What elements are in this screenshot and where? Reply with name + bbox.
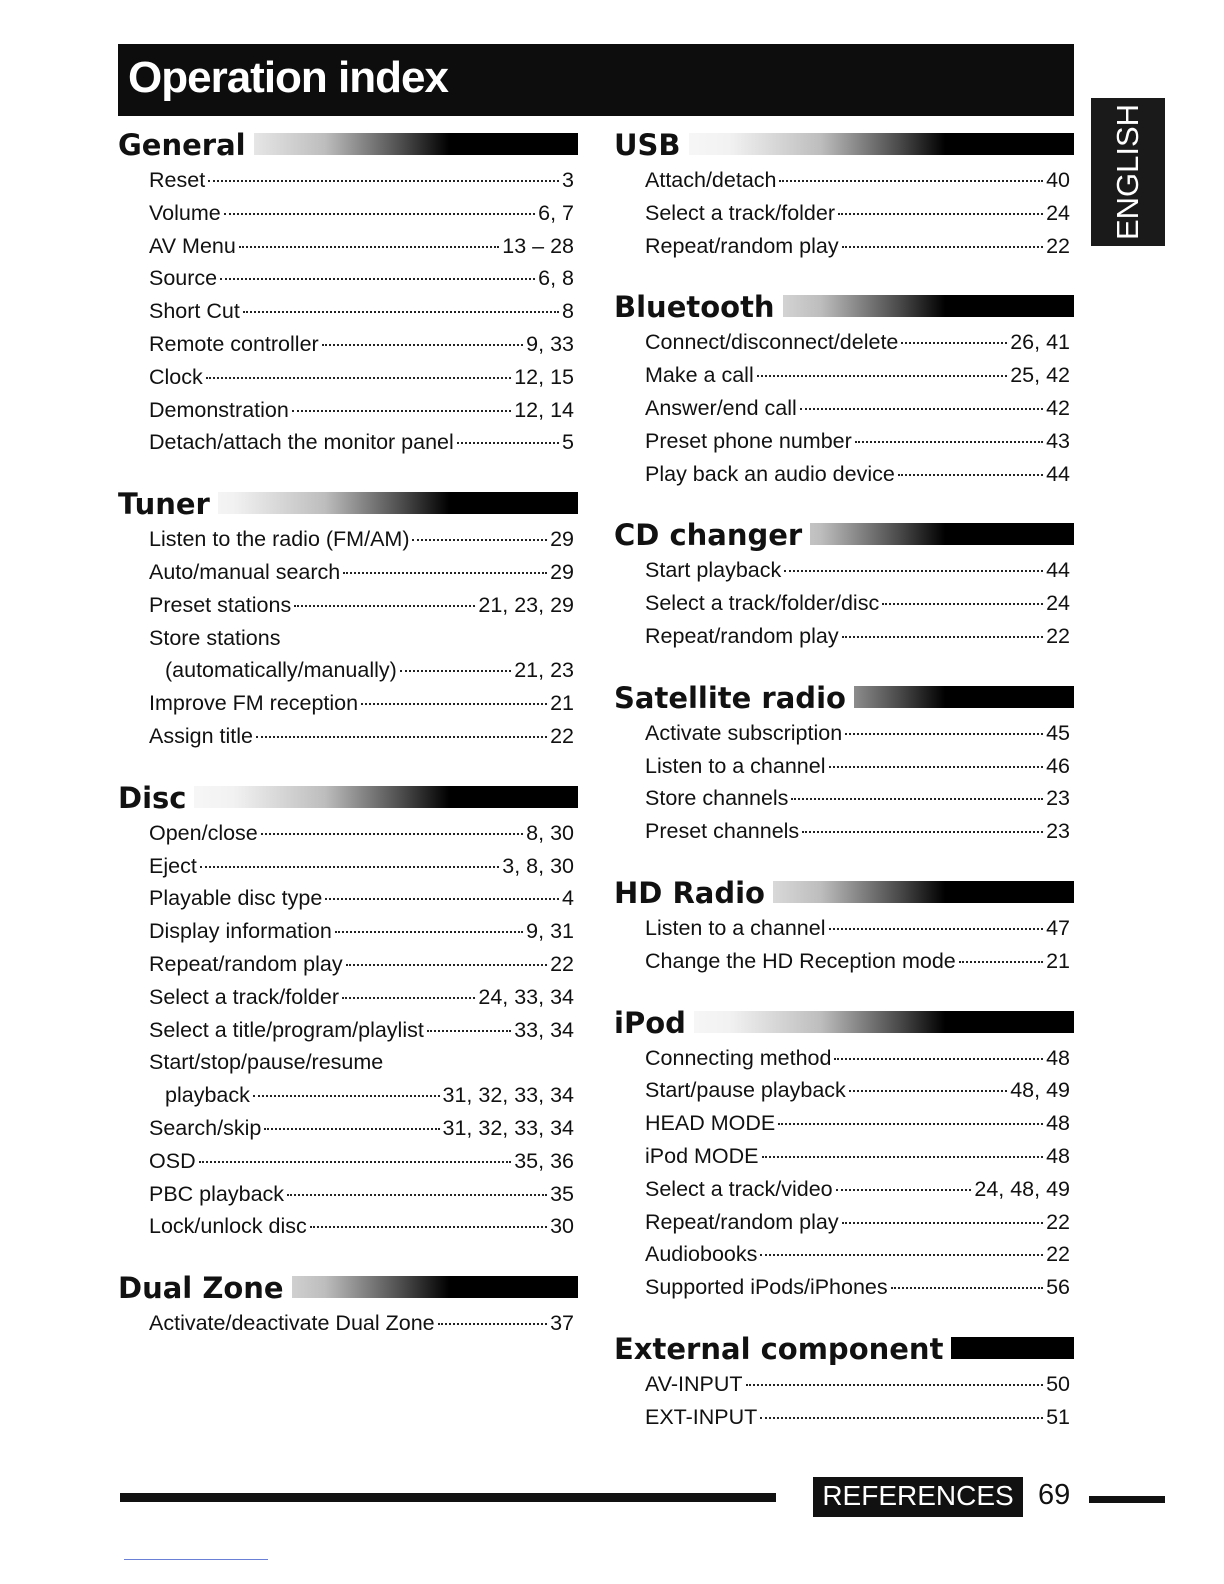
entry-label: Assign title <box>149 723 253 748</box>
entry-label: Connect/disconnect/delete <box>645 330 899 355</box>
index-section-usb <box>614 126 1074 262</box>
index-entry <box>645 587 1070 620</box>
entry-pages: 22 <box>550 951 574 976</box>
index-entry <box>645 554 1070 587</box>
entry-label: Display information <box>149 919 332 944</box>
dot-leader <box>206 377 511 379</box>
index-entry <box>149 981 574 1014</box>
entry-pages: 44 <box>1046 558 1070 583</box>
entry-label: Store channels <box>645 786 789 811</box>
dot-leader <box>746 1384 1044 1386</box>
dot-leader <box>342 997 475 999</box>
left-column <box>118 126 578 1366</box>
entry-pages: 46 <box>1046 753 1070 778</box>
entry-pages: 48 <box>1046 1045 1070 1070</box>
index-entry <box>645 750 1070 783</box>
index-entry <box>149 817 574 850</box>
index-entry <box>149 589 574 622</box>
index-section-satellite-radio <box>614 679 1074 848</box>
entry-label: Auto/manual search <box>149 559 341 584</box>
entry-pages: 21 <box>1046 948 1070 973</box>
entry-label: OSD <box>149 1148 196 1173</box>
index-section-ipod <box>614 1004 1074 1304</box>
entry-pages: 50 <box>1046 1371 1070 1396</box>
index-entry <box>645 1173 1070 1206</box>
entry-label: Start/pause playback <box>645 1078 846 1103</box>
dot-leader <box>346 964 547 966</box>
index-entry <box>645 1206 1070 1239</box>
dot-leader <box>762 1156 1044 1158</box>
section-title: External component <box>614 1330 951 1368</box>
entry-pages: 12, 14 <box>514 397 574 422</box>
dot-leader <box>412 539 547 541</box>
bottom-blue-rule <box>124 1559 268 1560</box>
index-entry <box>149 687 574 720</box>
section-header <box>614 516 1074 554</box>
dot-leader <box>239 246 499 248</box>
index-entry <box>645 945 1070 978</box>
entry-pages: 12, 15 <box>514 364 574 389</box>
dot-leader <box>842 636 1043 638</box>
dot-leader <box>882 603 1043 605</box>
index-entry <box>149 328 574 361</box>
entry-label: Make a call <box>645 363 754 388</box>
index-section-tuner <box>118 485 578 753</box>
dot-leader <box>325 898 559 900</box>
entry-pages: 22 <box>1046 1209 1070 1234</box>
index-entry <box>645 1107 1070 1140</box>
entry-label: playback <box>165 1083 250 1108</box>
entry-label: Repeat/random play <box>645 1209 839 1234</box>
index-entry <box>149 948 574 981</box>
section-title: Satellite radio <box>614 679 854 717</box>
entry-label: HEAD MODE <box>645 1111 776 1136</box>
entry-pages: 40 <box>1046 168 1070 192</box>
entry-pages: 22 <box>1046 623 1070 648</box>
entry-pages: 21 <box>550 691 574 716</box>
entry-label: Start playback <box>645 558 782 583</box>
index-entry <box>645 1238 1070 1271</box>
entry-label: Audiobooks <box>645 1242 758 1267</box>
section-title: CD changer <box>614 516 810 554</box>
entry-pages: 3, 8, 30 <box>502 853 574 878</box>
entry-pages: 24, 48, 49 <box>974 1176 1070 1201</box>
entry-label: Reset <box>149 168 206 192</box>
entry-label: Preset phone number <box>645 428 852 453</box>
dot-leader <box>438 1323 547 1325</box>
index-entry <box>149 882 574 915</box>
entry-pages: 21, 23, 29 <box>478 592 574 617</box>
entry-pages: 3 <box>562 168 574 192</box>
entry-pages: 4 <box>562 886 574 911</box>
index-entry <box>645 326 1070 359</box>
entry-label: Supported iPods/iPhones <box>645 1275 888 1300</box>
entry-pages: 45 <box>1046 720 1070 745</box>
entry-pages: 48, 49 <box>1010 1078 1070 1103</box>
entry-pages: 21, 23 <box>514 658 574 683</box>
language-tab-label: ENGLISH <box>1110 103 1145 241</box>
index-entry <box>645 197 1070 230</box>
title-bar <box>118 44 1074 116</box>
entry-pages: 29 <box>550 527 574 552</box>
dot-leader <box>891 1287 1043 1289</box>
entry-label: Repeat/random play <box>645 233 839 258</box>
entry-label: Select a title/program/playlist <box>149 1017 424 1042</box>
dot-leader <box>760 1417 1043 1419</box>
index-entry <box>149 426 574 459</box>
entry-label: AV Menu <box>149 233 236 258</box>
entry-pages: 29 <box>550 559 574 584</box>
entry-pages: 13 – 28 <box>502 233 574 258</box>
section-title: Tuner <box>118 485 218 523</box>
entry-label: Listen to a channel <box>645 915 826 940</box>
dot-leader <box>224 213 535 215</box>
right-column <box>614 126 1074 1460</box>
section-title: General <box>118 126 254 164</box>
section-header <box>614 1330 1074 1368</box>
index-entry-line: Store stations <box>149 625 281 650</box>
dot-leader <box>287 1194 547 1196</box>
entry-label: iPod MODE <box>645 1143 759 1168</box>
index-entry <box>165 1079 574 1112</box>
entry-label: Demonstration <box>149 397 289 422</box>
dot-leader <box>400 670 511 672</box>
entry-label: Lock/unlock disc <box>149 1214 307 1239</box>
entry-label: Answer/end call <box>645 395 797 420</box>
index-entry <box>645 392 1070 425</box>
entry-pages: 35 <box>550 1181 574 1206</box>
dot-leader <box>760 1254 1043 1256</box>
index-entry <box>645 458 1070 491</box>
index-entry <box>149 164 574 197</box>
entry-label: Listen to a channel <box>645 753 826 778</box>
index-entry <box>645 1140 1070 1173</box>
index-entry <box>645 359 1070 392</box>
dot-leader <box>838 213 1043 215</box>
entry-label: Play back an audio device <box>645 461 895 486</box>
index-entry <box>645 1271 1070 1304</box>
entry-label: Clock <box>149 364 203 389</box>
entry-pages: 48 <box>1046 1111 1070 1136</box>
entry-label: Select a track/video <box>645 1176 833 1201</box>
entry-label: Select a track/folder <box>149 984 340 1009</box>
section-header <box>118 126 578 164</box>
index-entry <box>149 1145 574 1178</box>
entry-label: Select a track/folder <box>645 200 836 225</box>
dot-leader <box>836 1189 972 1191</box>
index-entry <box>149 1307 574 1340</box>
index-entry <box>149 1112 574 1145</box>
entry-pages: 42 <box>1046 395 1070 420</box>
index-entry <box>645 912 1070 945</box>
index-entry <box>149 523 574 556</box>
index-entry <box>149 1210 574 1243</box>
index-section-bluetooth <box>614 288 1074 490</box>
index-entry <box>149 1014 574 1047</box>
entry-label: Preset channels <box>645 819 800 844</box>
index-entry <box>645 164 1070 197</box>
entry-label: Select a track/folder/disc <box>645 591 880 616</box>
entry-label: Preset stations <box>149 592 292 617</box>
entry-pages: 24 <box>1046 200 1070 225</box>
index-entry <box>645 230 1070 263</box>
dot-leader <box>220 278 535 280</box>
index-entry <box>149 556 574 589</box>
dot-leader <box>778 1123 1043 1125</box>
index-section-dual-zone <box>118 1269 578 1340</box>
section-title: Bluetooth <box>614 288 783 326</box>
section-title: Dual Zone <box>118 1269 292 1307</box>
dot-leader <box>829 766 1044 768</box>
entry-label: Playable disc type <box>149 886 323 911</box>
entry-label: Eject <box>149 853 197 878</box>
index-section-disc <box>118 779 578 1243</box>
dot-leader <box>256 736 547 738</box>
entry-pages: 35, 36 <box>514 1148 574 1173</box>
index-entry <box>149 915 574 948</box>
entry-pages: 9, 33 <box>526 331 574 356</box>
index-entry <box>645 815 1070 848</box>
entry-pages: 51 <box>1046 1404 1070 1429</box>
entry-label: Activate/deactivate Dual Zone <box>149 1311 435 1336</box>
dot-leader <box>779 180 1043 182</box>
dot-leader <box>829 928 1044 930</box>
entry-label: Remote controller <box>149 331 319 356</box>
dot-leader <box>208 180 559 182</box>
dot-leader <box>800 408 1043 410</box>
dot-leader <box>322 344 523 346</box>
index-entry <box>149 295 574 328</box>
section-header <box>614 126 1074 164</box>
dot-leader <box>842 246 1043 248</box>
index-entry <box>149 197 574 230</box>
entry-label: Repeat/random play <box>645 623 839 648</box>
entry-pages: 47 <box>1046 915 1070 940</box>
entry-label: EXT-INPUT <box>645 1404 758 1429</box>
section-title: HD Radio <box>614 874 773 912</box>
entry-label: Improve FM reception <box>149 691 359 716</box>
index-entry <box>645 1401 1070 1434</box>
index-entry <box>645 782 1070 815</box>
section-badge-label: REFERENCES <box>822 1480 1014 1511</box>
footer-rule-left <box>120 1493 776 1502</box>
section-header <box>118 1269 578 1307</box>
index-entry <box>149 720 574 753</box>
footer-rule-right <box>1089 1496 1165 1503</box>
index-section-external-component <box>614 1330 1074 1434</box>
language-tab <box>1091 98 1165 246</box>
dot-leader <box>834 1058 1043 1060</box>
dot-leader <box>264 1128 439 1130</box>
dot-leader <box>243 311 559 313</box>
entry-label: Listen to the radio (FM/AM) <box>149 527 410 552</box>
dot-leader <box>757 375 1007 377</box>
section-header <box>118 779 578 817</box>
index-entry <box>645 425 1070 458</box>
index-entry <box>645 1074 1070 1107</box>
index-entry <box>645 717 1070 750</box>
entry-pages: 44 <box>1046 461 1070 486</box>
dot-leader <box>457 442 559 444</box>
dot-leader <box>361 703 547 705</box>
index-entry <box>149 1178 574 1211</box>
dot-leader <box>335 931 523 933</box>
entry-pages: 6, 8 <box>538 266 574 291</box>
index-entry-line: Start/stop/pause/resume <box>149 1050 384 1075</box>
index-entry <box>149 394 574 427</box>
dot-leader <box>253 1095 440 1097</box>
entry-label: Attach/detach <box>645 168 777 192</box>
entry-pages: 8 <box>562 299 574 324</box>
entry-label: Activate subscription <box>645 720 843 745</box>
entry-pages: 24 <box>1046 591 1070 616</box>
page-number: 69 <box>1038 1479 1071 1511</box>
entry-label: Repeat/random play <box>149 951 343 976</box>
dot-leader <box>849 1090 1007 1092</box>
section-header <box>614 679 1074 717</box>
entry-label: Connecting method <box>645 1045 832 1070</box>
entry-pages: 22 <box>550 723 574 748</box>
entry-label: Source <box>149 266 218 291</box>
index-entry <box>165 654 574 687</box>
dot-leader <box>261 833 523 835</box>
index-entry <box>645 1042 1070 1075</box>
entry-pages: 33, 34 <box>514 1017 574 1042</box>
entry-label: Open/close <box>149 820 258 845</box>
dot-leader <box>855 441 1043 443</box>
entry-pages: 31, 32, 33, 34 <box>442 1115 574 1140</box>
index-entry <box>645 1368 1070 1401</box>
entry-pages: 23 <box>1046 819 1070 844</box>
dot-leader <box>200 866 499 868</box>
entry-pages: 22 <box>1046 233 1070 258</box>
entry-pages: 6, 7 <box>538 200 574 225</box>
entry-label: Short Cut <box>149 299 240 324</box>
dot-leader <box>842 1222 1043 1224</box>
index-section-hd-radio <box>614 874 1074 978</box>
entry-pages: 30 <box>550 1214 574 1239</box>
entry-pages: 31, 32, 33, 34 <box>442 1083 574 1108</box>
section-header <box>614 288 1074 326</box>
entry-pages: 24, 33, 34 <box>478 984 574 1009</box>
index-section-cd-changer <box>614 516 1074 652</box>
section-title: iPod <box>614 1004 694 1042</box>
entry-label: PBC playback <box>149 1181 285 1206</box>
dot-leader <box>845 733 1043 735</box>
entry-label: Detach/attach the monitor panel <box>149 430 454 455</box>
entry-pages: 25, 42 <box>1010 363 1070 388</box>
dot-leader <box>292 410 511 412</box>
section-header <box>614 1004 1074 1042</box>
section-header <box>118 485 578 523</box>
dot-leader <box>959 961 1043 963</box>
entry-pages: 37 <box>550 1311 574 1336</box>
dot-leader <box>199 1161 512 1163</box>
dot-leader <box>901 342 1007 344</box>
entry-label: Volume <box>149 200 221 225</box>
entry-pages: 48 <box>1046 1143 1070 1168</box>
entry-pages: 5 <box>562 430 574 455</box>
entry-pages: 8, 30 <box>526 820 574 845</box>
index-section-general <box>118 126 578 459</box>
dot-leader <box>898 474 1043 476</box>
dot-leader <box>427 1030 511 1032</box>
section-badge <box>813 1477 1023 1517</box>
index-entry <box>149 850 574 883</box>
entry-pages: 22 <box>1046 1242 1070 1267</box>
index-entry <box>149 262 574 295</box>
entry-pages: 43 <box>1046 428 1070 453</box>
entry-label: (automatically/manually) <box>165 658 397 683</box>
dot-leader <box>802 831 1043 833</box>
entry-pages: 9, 31 <box>526 919 574 944</box>
dot-leader <box>310 1226 547 1228</box>
entry-label: Search/skip <box>149 1115 262 1140</box>
index-entry <box>645 620 1070 653</box>
section-title: Disc <box>118 779 194 817</box>
section-title: USB <box>614 126 689 164</box>
page-title: Operation index <box>128 53 448 102</box>
dot-leader <box>343 572 547 574</box>
dot-leader <box>791 798 1043 800</box>
entry-pages: 56 <box>1046 1275 1070 1300</box>
dot-leader <box>784 570 1043 572</box>
entry-pages: 23 <box>1046 786 1070 811</box>
section-header <box>614 874 1074 912</box>
index-entry <box>149 361 574 394</box>
dot-leader <box>294 605 475 607</box>
entry-pages: 26, 41 <box>1010 330 1070 355</box>
entry-label: AV-INPUT <box>645 1371 743 1396</box>
index-entry <box>149 230 574 263</box>
entry-label: Change the HD Reception mode <box>645 948 956 973</box>
